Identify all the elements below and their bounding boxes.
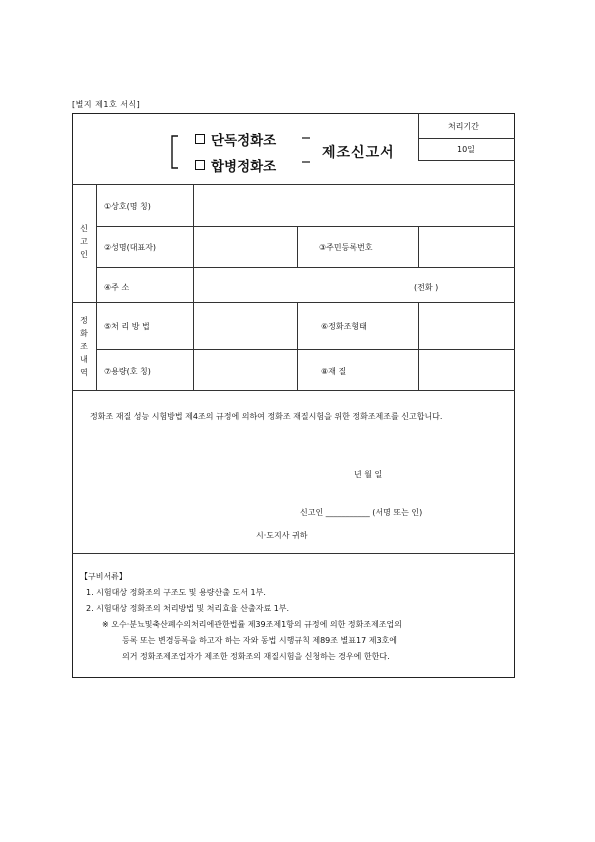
tank-type-label: ⑥정화조형태 [321,322,367,331]
option-single-tank[interactable] [195,129,276,149]
date-line: 년 월 일 [354,470,383,479]
signer-line: 신고인 ___________ (서명 또는 인) [300,508,423,517]
combined-tank-label: 합병정화조 [211,159,277,175]
document-item: 2. 시험대상 정화조의 처리방법 및 처리효율 산출자료 1부. [86,604,290,613]
single-tank-label: 단독정화조 [211,133,277,149]
form-number-label: [별지 제1호 서식] [72,100,141,109]
resident-number-label: ③주민등록번호 [319,243,373,252]
tank-section-label: 정 화 조 내 역 [80,316,88,377]
capacity-label: ⑦용량(호 칭) [104,367,151,376]
processing-period-value: 10일 [457,145,475,154]
processing-period-label: 처리기간 [448,122,479,131]
option-combined-tank[interactable] [195,155,276,175]
company-name-label: ①상호(명 칭) [104,202,151,211]
material-label: ⑧재 질 [321,367,347,376]
recipient-line: 시·도지사 귀하 [256,531,308,540]
documents-heading: 【구비서류】 [80,572,127,581]
address-label: ④주 소 [104,283,130,292]
representative-name-label: ②성명(대표자) [104,243,157,252]
document-note: 의거 정화조제조업자가 제조한 정화조의 재질시험을 신청하는 경우에 한한다. [122,652,390,661]
reporter-section-label: 신 고 인 [80,224,88,259]
form-title: 제조신고서 [322,145,395,161]
phone-label: (전화 ) [414,283,439,292]
document-note: 등록 또는 변경등록을 하고자 하는 자와 동법 시행규칙 제89조 별표17 제3호에 [122,636,397,645]
treatment-method-label: ⑤처 리 방 법 [104,322,150,331]
document-item: 1. 시험대상 정화조의 구조도 및 용량산출 도서 1부. [86,588,266,597]
declaration-text: 정화조 재질 성능 시험방법 제4조의 규정에 의하여 정화조 재질시험을 위한 정화조제조를 신고합니다. [90,412,443,421]
combined-tank-checkbox[interactable] [195,160,205,170]
document-note: ※ 오수·분뇨및축산폐수의처리에관한법률 제39조제1항의 규정에 의한 정화조제조업의 [102,620,402,629]
single-tank-checkbox[interactable] [195,134,205,144]
required-documents [80,569,402,665]
